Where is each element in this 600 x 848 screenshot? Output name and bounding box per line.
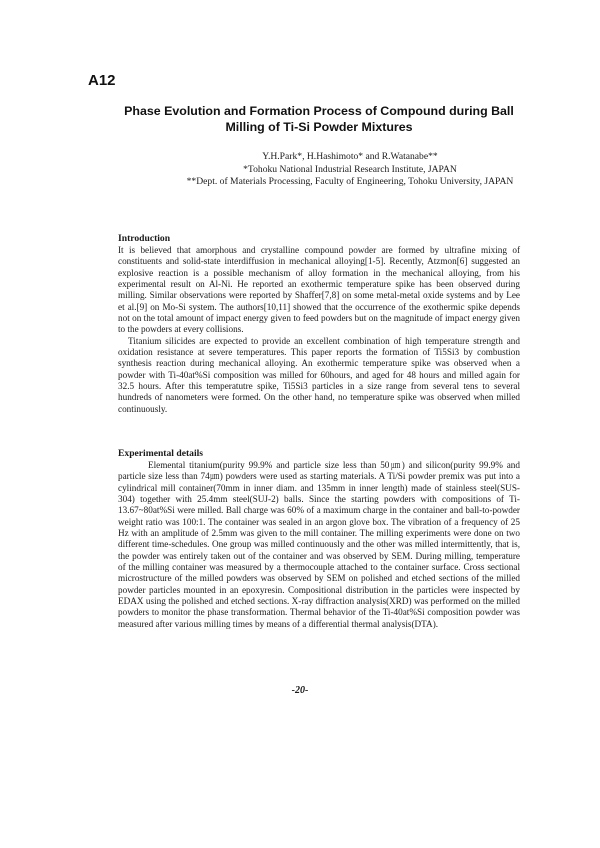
affiliation-2: **Dept. of Materials Processing, Faculty of Engineering, Tohoku University, JAPAN bbox=[186, 176, 514, 187]
author-block bbox=[140, 151, 560, 189]
experimental-paragraph-1: Elemental titanium(purity 99.9% and particle size less than 50㎛) and silicon(purity 99.9% and particle size less than 74㎛) powders were used as starting materials. A Ti/Si powder premix was put into a cylindrical mill container(70mm in inner diam. and 135mm in inner length) made of stainless steel(SUS-304) together with 25.4mm steel(SUJ-2) balls. Since the starting powders with compositions of Ti-13.67~80at%Si were milled. Ball charge was 60% of a maximum charge in the container and ball-to-powder weight ratio was 100:1. The container was sealed in an argon glove box. The vibration of a frequency of 25 Hz with an amplitude of 2.5mm was given to the mill container. The milling experiments were done on two different time-schedules. One group was milled continuously and the other was milled intermittently, that is, the powder was entirely taken out of the container and was observed by SEM. During milling, temperature of the milling container was measured by a thermocouple attached to the container surface. Cross sectional microstructure of the milled powders was observed by SEM on polished and etched sections of the milled powder particles mounted in an epoxyresin. Compositional distribution in the particles were inspected by EDAX using the polished and etched sections. X-ray diffraction analysis(XRD) was performed on the milled powders to monitor the phase transformation. Thermal behavior of the Ti-40at%Si composition powder was measured after various milling times by means of a differential thermal analysis(DTA). bbox=[118, 460, 520, 629]
paper-title-line-2: Milling of Ti-Si Powder Mixtures bbox=[225, 120, 413, 134]
introduction-body bbox=[118, 245, 520, 415]
introduction-paragraph-2: Titanium silicides are expected to provide an excellent combination of high temperature strength and oxidation resistance at severe temperatures. This paper reports the formation of Ti5Si3 by combustion synthesis reaction during mechanical alloying. An exothermic temperature spike was observed when a powder with Ti-40at%Si composition was milled for 60hours, and aged for 48 hours and milled again for 32.5 hours. After this temperatutre spike, Ti5Si3 particles in a size range from several tens to several hundreds of nanometers were formed. On the other hand, no temperature spike was observed when milled continuously. bbox=[118, 335, 520, 414]
paper-title-line-1: Phase Evolution and Formation Process of Compound during Ball bbox=[124, 104, 514, 118]
page-number: -20- bbox=[291, 685, 309, 696]
affiliation-1: *Tohoku National Industrial Research Institute, JAPAN bbox=[243, 163, 457, 175]
introduction-paragraph-1: It is believed that amorphous and crystalline compound powder are formed by ultrafine mixing of constituents and solid-state interdiffusion in mechanical alloying[1-5]. Recently, Atzmon[6] suggested an explosive reaction is a possible mechanism of alloy formation in the mechanical alloying, from his experimental result on Al-Ni. He reported an exothermic temperature spike has been observed during milling. Similar observations were reported by Shaffer[7,8] on some metal-metal oxide systems and by Lee et al.[9] on Mo-Si system. The authors[10,11] showed that the occurrence of the exothermic spike depends not on the total amount of impact energy given to feed powders but on the magnitude of impact energy given to the powders at every collisions. bbox=[118, 245, 520, 335]
experimental-heading: Experimental details bbox=[118, 448, 204, 459]
author-names: Y.H.Park*, H.Hashimoto* and R.Watanabe** bbox=[262, 151, 438, 162]
abstract-code: A12 bbox=[88, 72, 116, 89]
paper-title bbox=[120, 103, 518, 135]
experimental-body bbox=[118, 460, 520, 630]
introduction-heading: Introduction bbox=[118, 233, 171, 244]
